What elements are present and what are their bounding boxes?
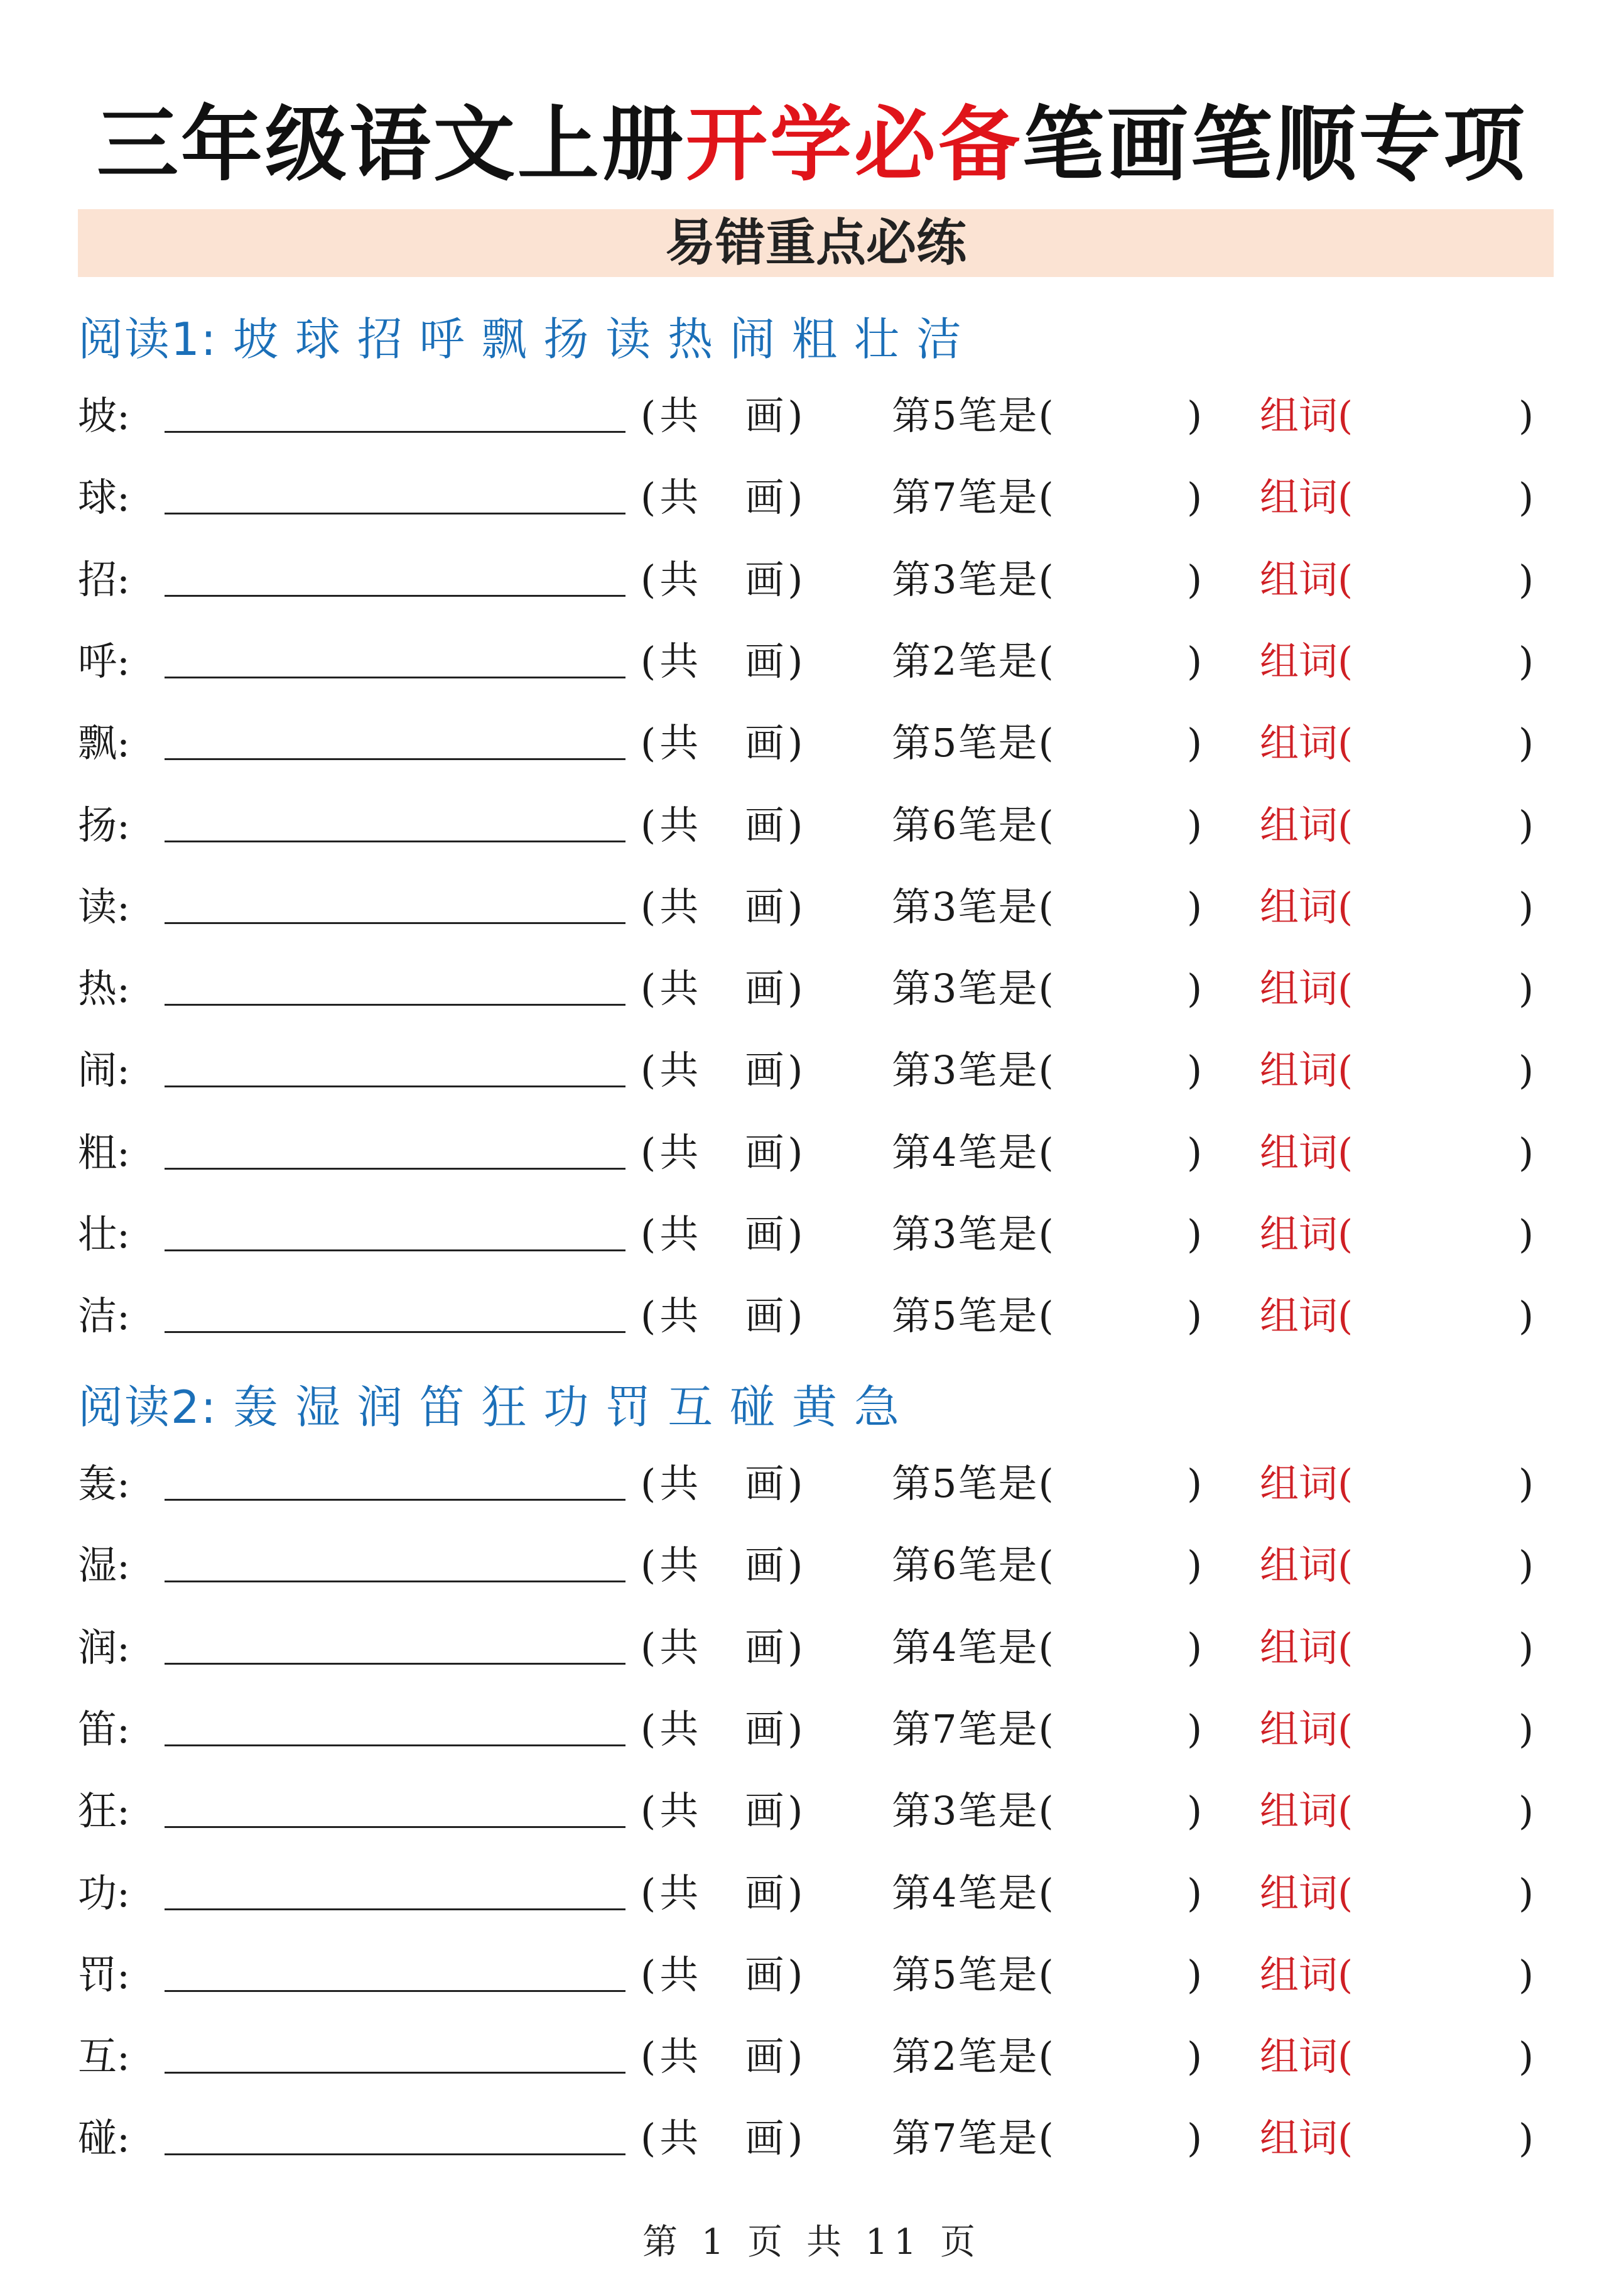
stroke-count-blank[interactable]: (共 画) <box>641 2033 807 2080</box>
word-group-close: ) <box>1518 556 1534 602</box>
section-heading: 阅读1: 坡 球 招 呼 飘 扬 读 热 闹 粗 壮 洁 <box>78 313 963 366</box>
nth-stroke-prompt: 第5笔是( <box>892 393 1055 438</box>
nth-stroke-close: ) <box>1187 638 1203 684</box>
question-row <box>0 1616 1624 1679</box>
word-group-close: ) <box>1518 1951 1534 1998</box>
stroke-order-answer-line[interactable] <box>165 513 625 514</box>
word-group-close: ) <box>1518 1869 1534 1916</box>
word-group-close: ) <box>1518 720 1534 766</box>
question-row <box>0 1534 1624 1597</box>
nth-stroke-prompt: 第3笔是( <box>892 1211 1055 1257</box>
stroke-order-answer-line[interactable] <box>165 758 625 760</box>
stroke-order-answer-line[interactable] <box>165 841 625 842</box>
nth-stroke-close: ) <box>1187 556 1203 602</box>
title-tail: 笔画笔顺专项 <box>1022 97 1528 192</box>
question-row <box>0 1121 1624 1184</box>
stroke-count-blank[interactable]: (共 画) <box>641 1624 807 1670</box>
stroke-count-blank[interactable]: (共 画) <box>641 966 807 1012</box>
target-character: 笛: <box>78 1706 130 1752</box>
stroke-count-blank[interactable]: (共 画) <box>641 393 807 438</box>
stroke-order-answer-line[interactable] <box>165 1663 625 1665</box>
stroke-count-blank[interactable]: (共 画) <box>641 883 807 930</box>
nth-stroke-close: ) <box>1187 802 1203 848</box>
stroke-order-answer-line[interactable] <box>165 1168 625 1170</box>
word-group-close: ) <box>1518 1293 1534 1339</box>
word-group-prompt: 组词( <box>1260 883 1353 930</box>
word-group-prompt: 组词( <box>1260 1624 1353 1670</box>
page-title <box>0 94 1624 195</box>
stroke-count-blank[interactable]: (共 画) <box>641 1951 807 1998</box>
question-row <box>0 1452 1624 1515</box>
nth-stroke-prompt: 第5笔是( <box>892 1293 1055 1339</box>
target-character: 飘: <box>78 720 130 766</box>
target-character: 狂: <box>78 1788 130 1834</box>
question-row <box>0 2107 1624 2170</box>
stroke-count-blank[interactable]: (共 画) <box>641 1293 807 1339</box>
nth-stroke-close: ) <box>1187 1461 1203 1506</box>
nth-stroke-close: ) <box>1187 1788 1203 1834</box>
stroke-order-answer-line[interactable] <box>165 431 625 433</box>
stroke-count-blank[interactable]: (共 画) <box>641 1788 807 1834</box>
question-row <box>0 712 1624 775</box>
stroke-count-blank[interactable]: (共 画) <box>641 1129 807 1175</box>
nth-stroke-prompt: 第2笔是( <box>892 638 1055 684</box>
word-group-close: ) <box>1518 966 1534 1012</box>
nth-stroke-close: ) <box>1187 1293 1203 1339</box>
question-row <box>0 1203 1624 1266</box>
nth-stroke-prompt: 第7笔是( <box>892 1706 1055 1752</box>
target-character: 闹: <box>78 1047 130 1094</box>
target-character: 洁: <box>78 1293 130 1339</box>
target-character: 招: <box>78 556 130 602</box>
stroke-order-answer-line[interactable] <box>165 1744 625 1746</box>
stroke-count-blank[interactable]: (共 画) <box>641 556 807 602</box>
nth-stroke-prompt: 第5笔是( <box>892 1951 1055 1998</box>
nth-stroke-prompt: 第4笔是( <box>892 1624 1055 1670</box>
page-footer: 第 1 页 共 11 页 <box>642 2222 982 2263</box>
nth-stroke-prompt: 第6笔是( <box>892 802 1055 848</box>
word-group-prompt: 组词( <box>1260 802 1353 848</box>
word-group-prompt: 组词( <box>1260 474 1353 521</box>
stroke-order-answer-line[interactable] <box>165 1004 625 1006</box>
section-heading: 阅读2: 轰 湿 润 笛 狂 功 罚 互 碰 黄 急 <box>78 1381 901 1434</box>
nth-stroke-prompt: 第7笔是( <box>892 474 1055 521</box>
word-group-close: ) <box>1518 883 1534 930</box>
word-group-close: ) <box>1518 1542 1534 1589</box>
stroke-count-blank[interactable]: (共 画) <box>641 802 807 848</box>
word-group-close: ) <box>1518 1211 1534 1257</box>
word-group-close: ) <box>1518 2033 1534 2080</box>
nth-stroke-prompt: 第5笔是( <box>892 720 1055 766</box>
nth-stroke-prompt: 第7笔是( <box>892 2115 1055 2162</box>
stroke-count-blank[interactable]: (共 画) <box>641 1869 807 1916</box>
target-character: 坡: <box>78 393 130 438</box>
word-group-close: ) <box>1518 393 1534 438</box>
nth-stroke-close: ) <box>1187 1211 1203 1257</box>
word-group-prompt: 组词( <box>1260 2115 1353 2162</box>
stroke-order-answer-line[interactable] <box>165 677 625 678</box>
word-group-prompt: 组词( <box>1260 1542 1353 1589</box>
stroke-count-blank[interactable]: (共 画) <box>641 1211 807 1257</box>
target-character: 球: <box>78 474 130 521</box>
target-character: 润: <box>78 1624 130 1670</box>
nth-stroke-close: ) <box>1187 1624 1203 1670</box>
nth-stroke-prompt: 第3笔是( <box>892 1047 1055 1094</box>
word-group-close: ) <box>1518 1047 1534 1094</box>
nth-stroke-close: ) <box>1187 2033 1203 2080</box>
word-group-prompt: 组词( <box>1260 1951 1353 1998</box>
target-character: 功: <box>78 1869 130 1916</box>
word-group-close: ) <box>1518 1624 1534 1670</box>
word-group-prompt: 组词( <box>1260 1788 1353 1834</box>
stroke-count-blank[interactable]: (共 画) <box>641 1542 807 1589</box>
word-group-close: ) <box>1518 1788 1534 1834</box>
question-row <box>0 466 1624 529</box>
stroke-order-answer-line[interactable] <box>165 1581 625 1582</box>
stroke-order-answer-line[interactable] <box>165 595 625 597</box>
nth-stroke-close: ) <box>1187 393 1203 438</box>
nth-stroke-prompt: 第3笔是( <box>892 883 1055 930</box>
word-group-prompt: 组词( <box>1260 966 1353 1012</box>
nth-stroke-close: ) <box>1187 1542 1203 1589</box>
question-row <box>0 548 1624 611</box>
question-row <box>0 1862 1624 1925</box>
stroke-count-blank[interactable]: (共 画) <box>641 474 807 521</box>
question-row <box>0 1780 1624 1842</box>
word-group-prompt: 组词( <box>1260 720 1353 766</box>
title-accent: 开学必备 <box>685 97 1022 192</box>
word-group-prompt: 组词( <box>1260 1047 1353 1094</box>
stroke-count-blank[interactable]: (共 画) <box>641 1047 807 1094</box>
nth-stroke-close: ) <box>1187 1706 1203 1752</box>
question-row <box>0 1039 1624 1102</box>
target-character: 轰: <box>78 1461 130 1506</box>
word-group-prompt: 组词( <box>1260 638 1353 684</box>
nth-stroke-close: ) <box>1187 1951 1203 1998</box>
stroke-order-answer-line[interactable] <box>165 1908 625 1910</box>
stroke-count-blank[interactable]: (共 画) <box>641 720 807 766</box>
nth-stroke-prompt: 第5笔是( <box>892 1461 1055 1506</box>
stroke-order-answer-line[interactable] <box>165 1990 625 1992</box>
stroke-order-answer-line[interactable] <box>165 1085 625 1087</box>
nth-stroke-prompt: 第4笔是( <box>892 1129 1055 1175</box>
target-character: 扬: <box>78 802 130 848</box>
question-row <box>0 957 1624 1020</box>
target-character: 湿: <box>78 1542 130 1589</box>
title-main: 三年级语文上册 <box>96 97 686 192</box>
question-row <box>0 1944 1624 2006</box>
stroke-order-answer-line[interactable] <box>165 1249 625 1251</box>
subtitle-banner: 易错重点必练 <box>78 209 1554 277</box>
question-row <box>0 876 1624 939</box>
nth-stroke-close: ) <box>1187 474 1203 521</box>
stroke-order-answer-line[interactable] <box>165 1826 625 1828</box>
word-group-close: ) <box>1518 1129 1534 1175</box>
word-group-prompt: 组词( <box>1260 1211 1353 1257</box>
nth-stroke-close: ) <box>1187 720 1203 766</box>
target-character: 壮: <box>78 1211 130 1257</box>
stroke-count-blank[interactable]: (共 画) <box>641 638 807 684</box>
target-character: 热: <box>78 966 130 1012</box>
word-group-prompt: 组词( <box>1260 1869 1353 1916</box>
target-character: 互: <box>78 2033 130 2080</box>
word-group-prompt: 组词( <box>1260 2033 1353 2080</box>
word-group-close: ) <box>1518 802 1534 848</box>
question-row <box>0 630 1624 693</box>
nth-stroke-prompt: 第3笔是( <box>892 1788 1055 1834</box>
nth-stroke-prompt: 第4笔是( <box>892 1869 1055 1916</box>
nth-stroke-close: ) <box>1187 1129 1203 1175</box>
stroke-order-answer-line[interactable] <box>165 1499 625 1501</box>
stroke-count-blank[interactable]: (共 画) <box>641 2115 807 2162</box>
word-group-close: ) <box>1518 638 1534 684</box>
nth-stroke-prompt: 第6笔是( <box>892 1542 1055 1589</box>
word-group-close: ) <box>1518 2115 1534 2162</box>
word-group-prompt: 组词( <box>1260 556 1353 602</box>
target-character: 碰: <box>78 2115 130 2162</box>
word-group-close: ) <box>1518 474 1534 521</box>
target-character: 读: <box>78 883 130 930</box>
nth-stroke-prompt: 第3笔是( <box>892 966 1055 1012</box>
nth-stroke-prompt: 第3笔是( <box>892 556 1055 602</box>
word-group-prompt: 组词( <box>1260 1293 1353 1339</box>
word-group-prompt: 组词( <box>1260 1706 1353 1752</box>
nth-stroke-prompt: 第2笔是( <box>892 2033 1055 2080</box>
question-row <box>0 2025 1624 2088</box>
word-group-prompt: 组词( <box>1260 393 1353 438</box>
question-row <box>0 1285 1624 1347</box>
nth-stroke-close: ) <box>1187 1869 1203 1916</box>
question-row <box>0 1698 1624 1761</box>
stroke-count-blank[interactable]: (共 画) <box>641 1461 807 1506</box>
nth-stroke-close: ) <box>1187 966 1203 1012</box>
word-group-close: ) <box>1518 1461 1534 1506</box>
word-group-close: ) <box>1518 1706 1534 1752</box>
stroke-order-answer-line[interactable] <box>165 1331 625 1333</box>
stroke-count-blank[interactable]: (共 画) <box>641 1706 807 1752</box>
nth-stroke-close: ) <box>1187 2115 1203 2162</box>
nth-stroke-close: ) <box>1187 1047 1203 1094</box>
target-character: 粗: <box>78 1129 130 1175</box>
target-character: 罚: <box>78 1951 130 1998</box>
stroke-order-answer-line[interactable] <box>165 2153 625 2155</box>
question-row <box>0 384 1624 447</box>
stroke-order-answer-line[interactable] <box>165 922 625 924</box>
word-group-prompt: 组词( <box>1260 1129 1353 1175</box>
target-character: 呼: <box>78 638 130 684</box>
word-group-prompt: 组词( <box>1260 1461 1353 1506</box>
nth-stroke-close: ) <box>1187 883 1203 930</box>
question-row <box>0 794 1624 857</box>
stroke-order-answer-line[interactable] <box>165 2072 625 2074</box>
